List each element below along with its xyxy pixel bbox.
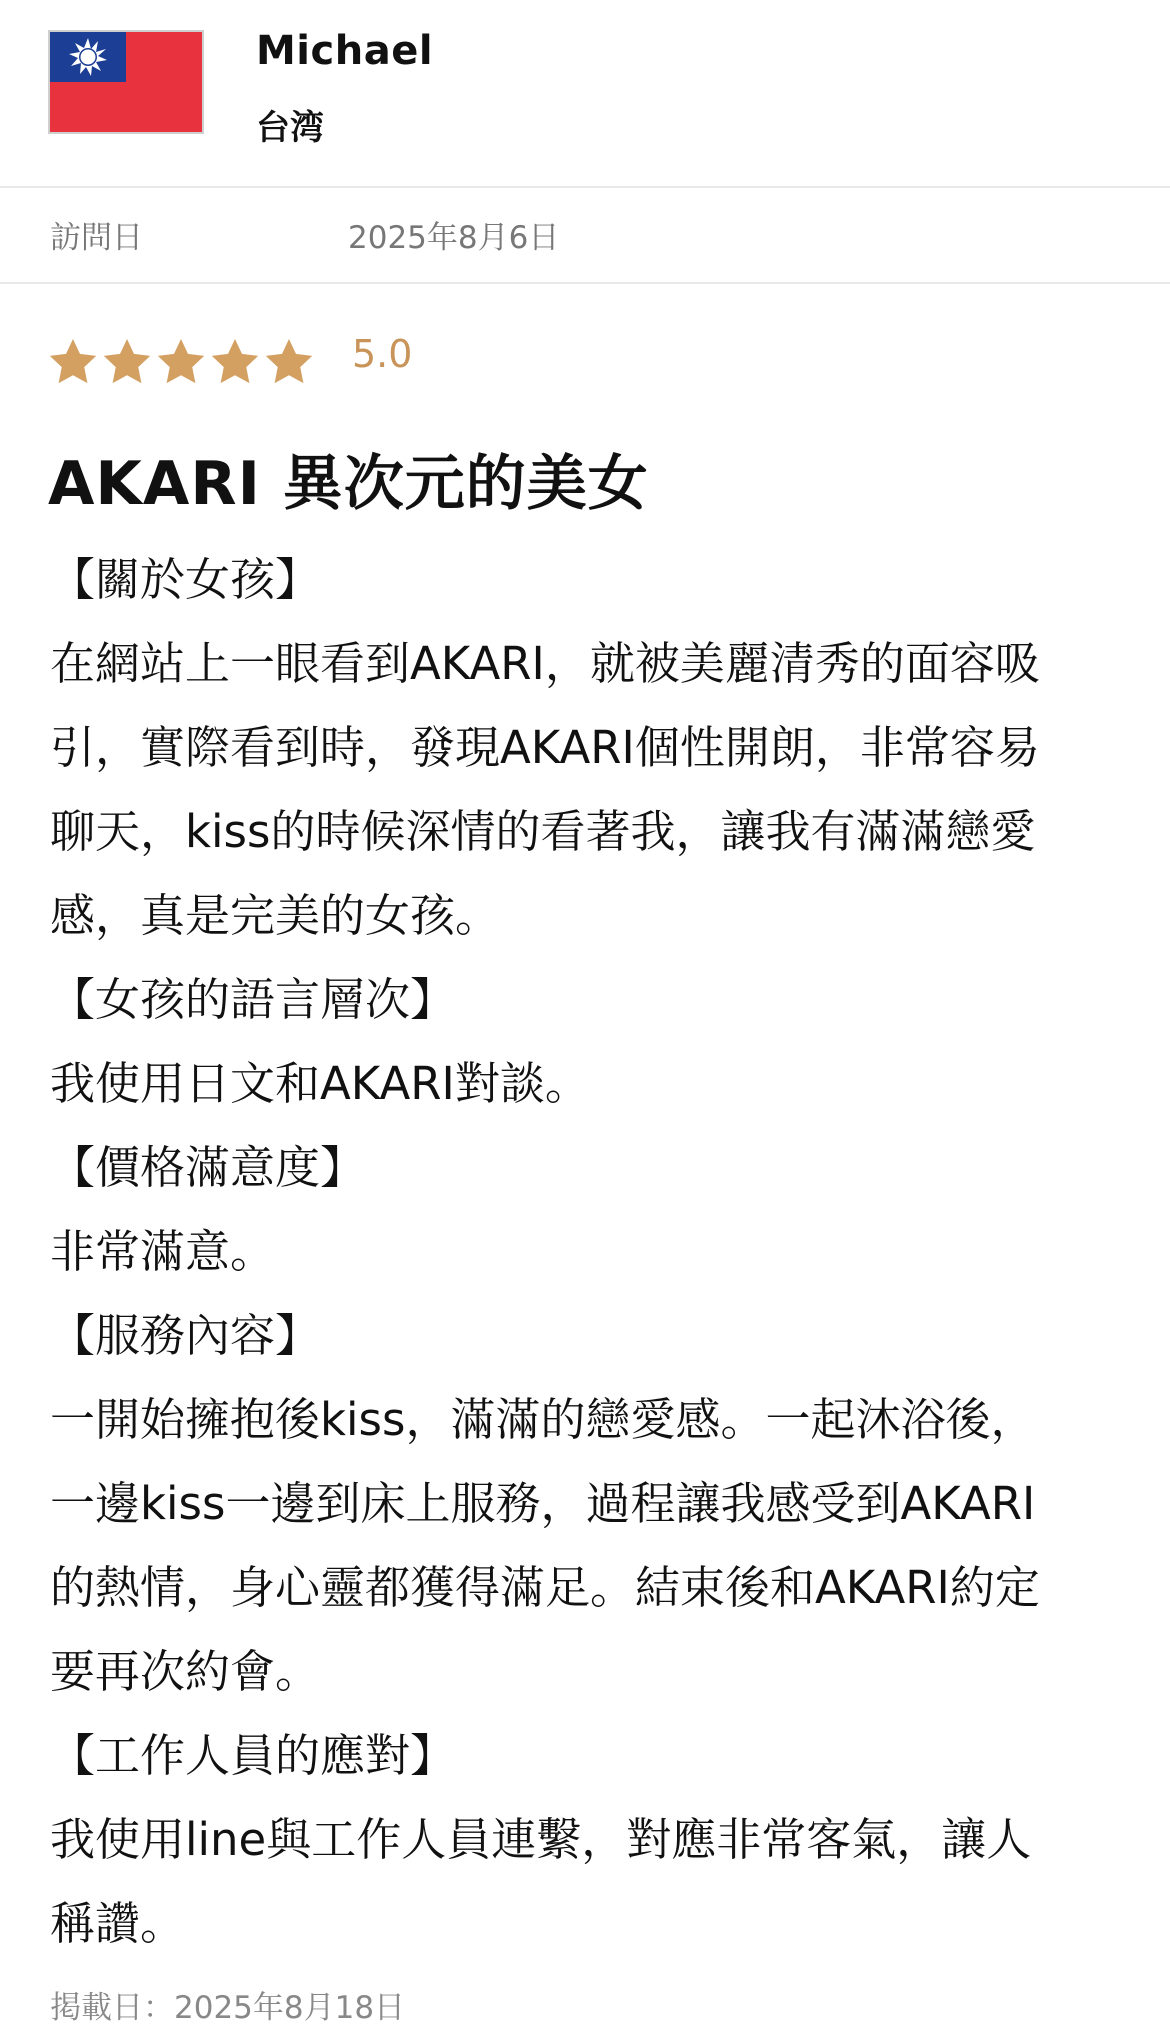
review-body [50, 538, 1130, 1966]
review-line: 【價格滿意度】 [50, 1141, 366, 1194]
review-line: 要再次約會。 [50, 1645, 321, 1698]
review-line: 的熱情，身心靈都獲得滿足。結束後和AKARI約定 [50, 1561, 1040, 1614]
review-line: 【關於女孩】 [50, 553, 321, 606]
visit-date-value: 2025年8月6日 [348, 220, 560, 256]
review-line: 【女孩的語言層次】 [50, 973, 456, 1026]
rating-stars [46, 335, 316, 389]
star-icon [208, 335, 262, 389]
posted-date: 掲載日：2025年8月18日 [50, 1990, 406, 2026]
reviewer-header [0, 0, 1170, 188]
review-line: 一邊kiss一邊到床上服務，過程讓我感受到AKARI [50, 1477, 1036, 1530]
visit-date-label: 訪問日 [50, 220, 143, 256]
taiwan-flag-icon [48, 30, 204, 134]
reviewer-country: 台湾 [256, 108, 324, 148]
review-line: 感，真是完美的女孩。 [50, 889, 501, 942]
star-rating [46, 332, 316, 392]
rating-value: 5.0 [352, 332, 413, 376]
review-line: 在網站上一眼看到AKARI，就被美麗清秀的面容吸 [50, 637, 1040, 690]
review-line: 聊天，kiss的時候深情的看著我，讓我有滿滿戀愛 [50, 805, 1036, 858]
review-line: 稱讚。 [50, 1897, 186, 1950]
review-line: 引，實際看到時，發現AKARI個性開朗，非常容易 [50, 721, 1040, 774]
review-line: 我使用日文和AKARI對談。 [50, 1057, 590, 1110]
review-line: 我使用line與工作人員連繫，對應非常客氣，讓人 [50, 1813, 1032, 1866]
visit-date-row [0, 188, 1170, 284]
review-title: AKARI 異次元的美女 [48, 449, 649, 519]
star-icon [262, 335, 316, 389]
star-icon [154, 335, 208, 389]
star-icon [46, 335, 100, 389]
reviewer-name: Michael [256, 28, 434, 74]
review-line: 一開始擁抱後kiss，滿滿的戀愛感。一起沐浴後， [50, 1393, 1036, 1446]
review-line: 【服務內容】 [50, 1309, 321, 1362]
review-line: 非常滿意。 [50, 1225, 276, 1278]
review-line: 【工作人員的應對】 [50, 1729, 456, 1782]
star-icon [100, 335, 154, 389]
